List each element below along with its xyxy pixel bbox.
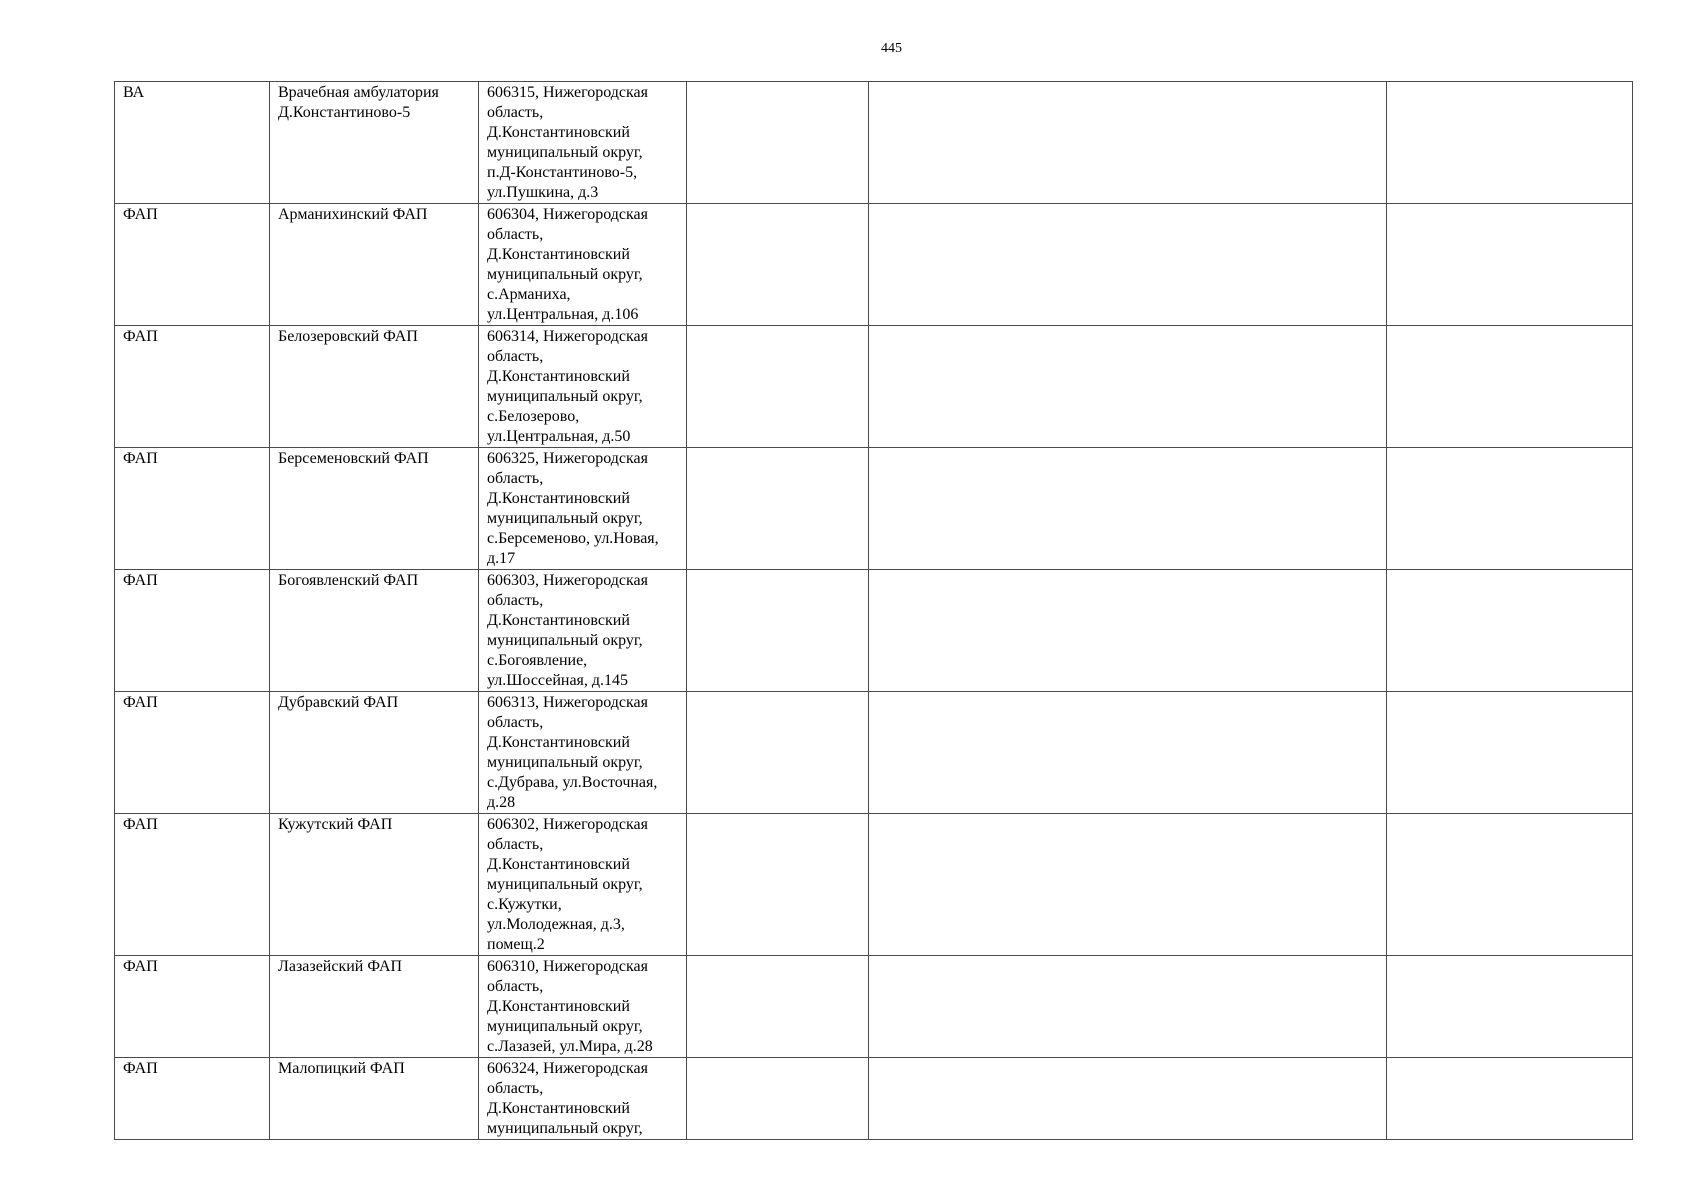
- empty-cell: [687, 814, 869, 956]
- address-line: область,: [487, 836, 544, 853]
- address-line: Д.Константиновский: [487, 734, 630, 751]
- empty-cell: [869, 692, 1387, 814]
- address-line: Д.Константиновский: [487, 1100, 630, 1117]
- facility-name: Малопицкий ФАП: [270, 1058, 479, 1140]
- address-line: д.17: [487, 550, 516, 567]
- empty-cell: [687, 448, 869, 570]
- facility-name: Дубравский ФАП: [270, 692, 479, 814]
- facility-address: [479, 692, 687, 814]
- address-line: ул.Молодежная, д.3,: [487, 916, 625, 933]
- address-line: 606324, Нижегородская: [487, 1060, 648, 1077]
- facility-name: Лазазейский ФАП: [270, 956, 479, 1058]
- address-line: с.Берсеменово, ул.Новая,: [487, 530, 659, 547]
- address-line: муниципальный округ,: [487, 1018, 643, 1035]
- address-line: Д.Константиновский: [487, 998, 630, 1015]
- address-line: 606310, Нижегородская: [487, 958, 648, 975]
- empty-cell: [869, 570, 1387, 692]
- empty-cell: [687, 570, 869, 692]
- address-line: область,: [487, 978, 544, 995]
- address-line: муниципальный округ,: [487, 876, 643, 893]
- address-line: п.Д-Константиново-5,: [487, 164, 638, 181]
- empty-cell: [687, 956, 869, 1058]
- empty-cell: [869, 204, 1387, 326]
- address-line: муниципальный округ,: [487, 754, 643, 771]
- empty-cell: [687, 82, 869, 204]
- address-line: область,: [487, 592, 544, 609]
- address-line: с.Кужутки,: [487, 896, 562, 913]
- empty-cell: [1387, 82, 1633, 204]
- facility-name: Белозеровский ФАП: [270, 326, 479, 448]
- address-line: 606303, Нижегородская: [487, 572, 648, 589]
- empty-cell: [869, 448, 1387, 570]
- facility-type: ФАП: [115, 204, 270, 326]
- facility-table: [114, 81, 1633, 1140]
- empty-cell: [869, 82, 1387, 204]
- address-line: помещ.2: [487, 936, 545, 953]
- facility-address: [479, 204, 687, 326]
- facility-type: ВА: [115, 82, 270, 204]
- table-row: [115, 814, 1633, 956]
- empty-cell: [869, 1058, 1387, 1140]
- address-line: Д.Константиновский: [487, 368, 630, 385]
- address-line: 606302, Нижегородская: [487, 816, 648, 833]
- address-line: муниципальный округ,: [487, 510, 643, 527]
- facility-name: Арманихинский ФАП: [270, 204, 479, 326]
- address-line: область,: [487, 226, 544, 243]
- address-line: Д.Константиновский: [487, 246, 630, 263]
- address-line: ул.Шоссейная, д.145: [487, 672, 629, 689]
- facility-address: [479, 814, 687, 956]
- address-line: муниципальный округ,: [487, 266, 643, 283]
- address-line: с.Белозерово,: [487, 408, 580, 425]
- address-line: с.Дубрава, ул.Восточная,: [487, 774, 658, 791]
- facility-type: ФАП: [115, 814, 270, 956]
- facility-name: Богоявленский ФАП: [270, 570, 479, 692]
- address-line: 606313, Нижегородская: [487, 694, 648, 711]
- empty-cell: [869, 956, 1387, 1058]
- empty-cell: [687, 1058, 869, 1140]
- address-line: ул.Центральная, д.106: [487, 306, 639, 323]
- empty-cell: [687, 326, 869, 448]
- facility-type: ФАП: [115, 692, 270, 814]
- address-line: область,: [487, 104, 544, 121]
- facility-address: [479, 448, 687, 570]
- address-line: 606325, Нижегородская: [487, 450, 648, 467]
- empty-cell: [687, 692, 869, 814]
- facility-type: ФАП: [115, 956, 270, 1058]
- empty-cell: [1387, 1058, 1633, 1140]
- table-row: [115, 1058, 1633, 1140]
- table-row: [115, 82, 1633, 204]
- address-line: с.Арманиха,: [487, 286, 571, 303]
- address-line: область,: [487, 348, 544, 365]
- facility-type: ФАП: [115, 448, 270, 570]
- facility-type: ФАП: [115, 1058, 270, 1140]
- empty-cell: [1387, 204, 1633, 326]
- address-line: область,: [487, 714, 544, 731]
- address-line: д.28: [487, 794, 516, 811]
- facility-name: Врачебная амбулатория Д.Константиново-5: [270, 82, 479, 204]
- address-line: Д.Константиновский: [487, 124, 630, 141]
- facility-name: Берсеменовский ФАП: [270, 448, 479, 570]
- facility-address: [479, 1058, 687, 1140]
- address-line: с.Богоявление,: [487, 652, 588, 669]
- address-line: 606315, Нижегородская: [487, 84, 648, 101]
- address-line: ул.Центральная, д.50: [487, 428, 631, 445]
- empty-cell: [1387, 814, 1633, 956]
- facility-address: [479, 956, 687, 1058]
- table-row: [115, 326, 1633, 448]
- facility-type: ФАП: [115, 570, 270, 692]
- empty-cell: [687, 204, 869, 326]
- empty-cell: [1387, 692, 1633, 814]
- empty-cell: [1387, 326, 1633, 448]
- address-line: 606314, Нижегородская: [487, 328, 648, 345]
- empty-cell: [1387, 448, 1633, 570]
- address-line: Д.Константиновский: [487, 490, 630, 507]
- address-line: область,: [487, 470, 544, 487]
- empty-cell: [1387, 570, 1633, 692]
- address-line: с.Лазазей, ул.Мира, д.28: [487, 1038, 653, 1055]
- table-row: [115, 204, 1633, 326]
- address-line: муниципальный округ,: [487, 1120, 643, 1137]
- address-line: ул.Пушкина, д.3: [487, 184, 599, 201]
- page-number: 445: [881, 41, 902, 56]
- address-line: область,: [487, 1080, 544, 1097]
- address-line: Д.Константиновский: [487, 856, 630, 873]
- empty-cell: [869, 326, 1387, 448]
- address-line: муниципальный округ,: [487, 632, 643, 649]
- facility-name: Кужутский ФАП: [270, 814, 479, 956]
- table-row: [115, 956, 1633, 1058]
- address-line: муниципальный округ,: [487, 388, 643, 405]
- empty-cell: [1387, 956, 1633, 1058]
- table-row: [115, 448, 1633, 570]
- table-row: [115, 692, 1633, 814]
- facility-address: [479, 82, 687, 204]
- facility-address: [479, 326, 687, 448]
- table-row: [115, 570, 1633, 692]
- address-line: Д.Константиновский: [487, 612, 630, 629]
- empty-cell: [869, 814, 1387, 956]
- facility-address: [479, 570, 687, 692]
- facility-type: ФАП: [115, 326, 270, 448]
- address-line: муниципальный округ,: [487, 144, 643, 161]
- address-line: 606304, Нижегородская: [487, 206, 648, 223]
